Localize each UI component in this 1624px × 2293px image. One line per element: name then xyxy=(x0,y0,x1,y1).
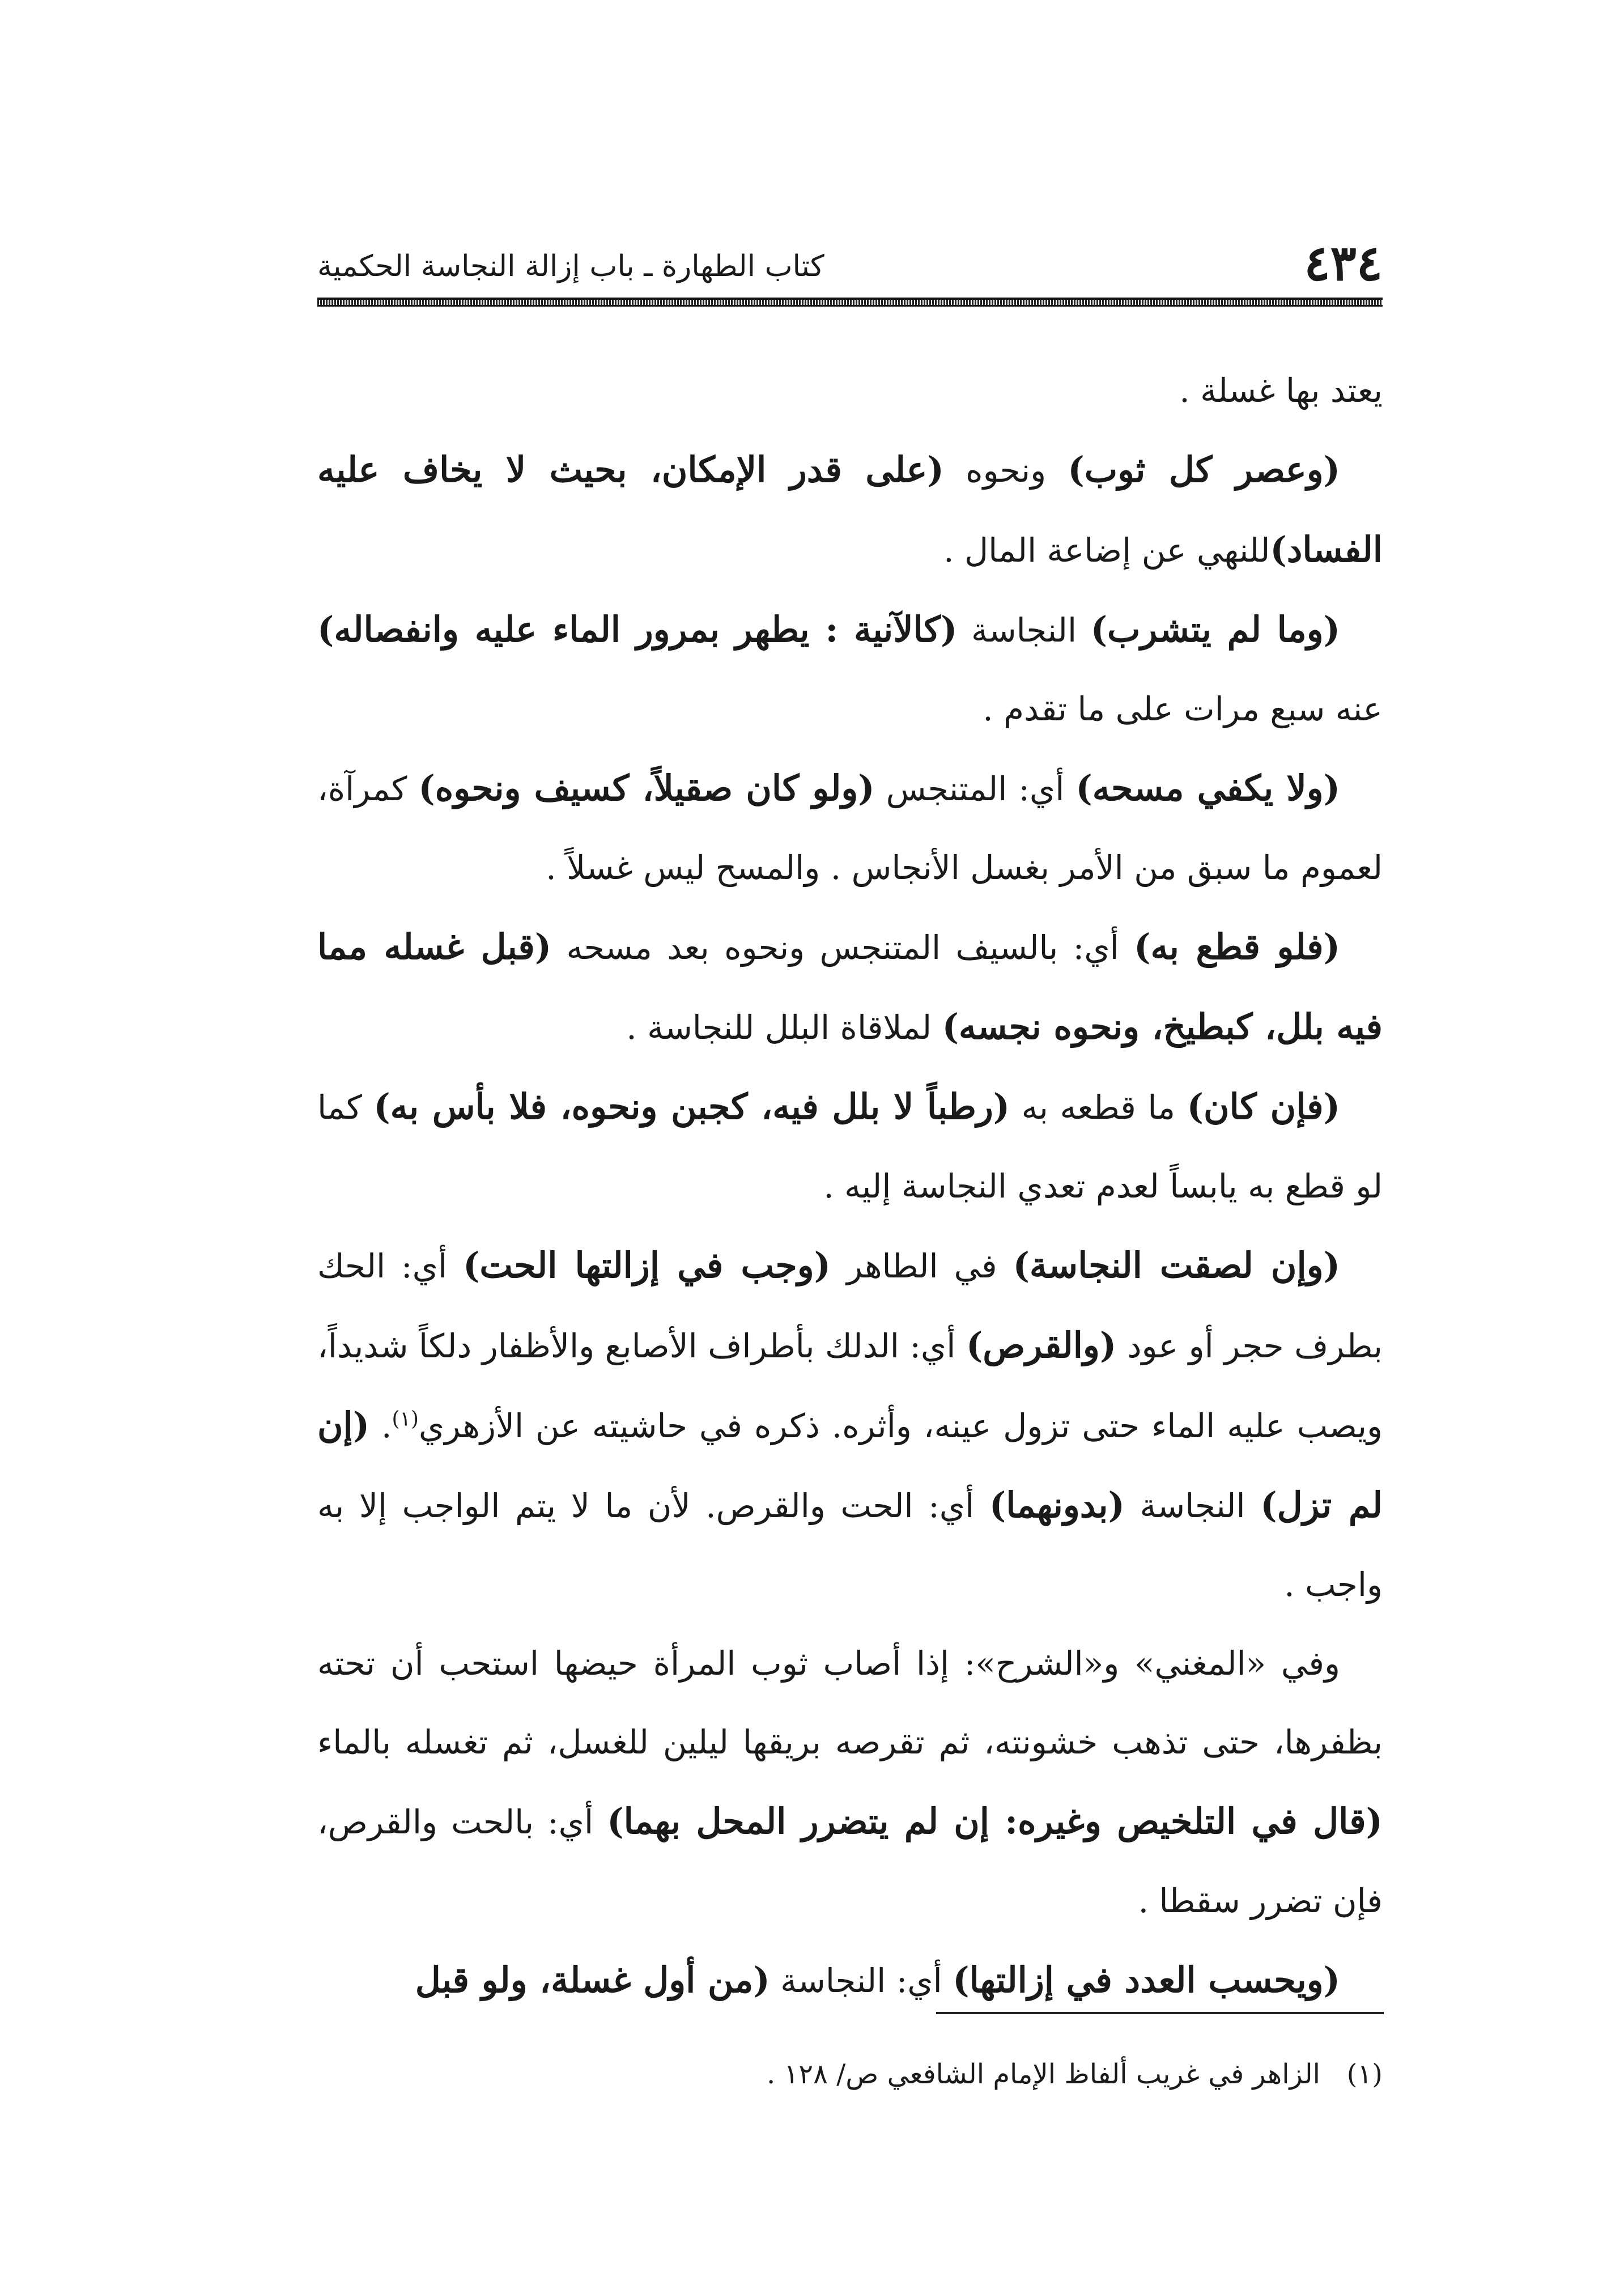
sharh-text: وفي «المغني» و«الشرح»: إذا أصاب ثوب المرأة حيضها استحب أن تحته بظفرها، حتى تذهب خشونته، ثم تقرصه بريقها ليلين للغسل، ثم تغسله بالماء xyxy=(317,1644,1383,1761)
sharh-text: . xyxy=(369,1407,392,1445)
matn-text: (قبل غسله مما فيه بلل، كبطيخ، ونحوه نجسه) xyxy=(317,926,1383,1047)
sharh-text: أي: المتنجس xyxy=(874,770,1076,808)
matn-text: (فإن كان) xyxy=(1187,1086,1340,1127)
paragraph xyxy=(317,1226,1383,1624)
main-text xyxy=(317,351,1383,2001)
sharh-text: النجاسة xyxy=(957,611,1091,649)
matn-text: (كالآنية : يطهر بمرور الماء عليه وانفصاله) xyxy=(317,609,958,650)
paragraph xyxy=(317,1067,1383,1226)
running-title: كتاب الطهارة ـ باب إزالة النجاسة الحكمية xyxy=(317,249,824,283)
sharh-text: كمرآة، لعموم ما سبق من الأمر بغسل الأنجاس . والمسح ليس غسلاً . xyxy=(317,770,1383,887)
paragraph xyxy=(317,430,1383,590)
matn-text: (ويحسب العدد في إزالتها) xyxy=(953,1959,1340,2001)
sharh-text: أي: النجاسة xyxy=(770,1961,953,2000)
matn-text: (ولا يكفي مسحه) xyxy=(1075,767,1340,809)
paragraph xyxy=(317,1940,1383,2020)
sharh-text: أي: بالسيف المتنجس ونحوه بعد مسحه xyxy=(551,928,1134,967)
matn-text: (على قدر الإمكان، بحيث لا يخاف عليه الفساد) xyxy=(317,449,1383,570)
sharh-text: للنهي عن إضاعة المال . xyxy=(943,531,1270,570)
paragraph xyxy=(317,907,1383,1067)
sharh-text: يعتد بها غسلة . xyxy=(1179,371,1383,410)
footnotes xyxy=(317,2052,1383,2097)
sharh-text: لملاقاة البلل للنجاسة . xyxy=(626,1008,942,1047)
sharh-text: أي: بالحت والقرص، فإن تضرر سقطا . xyxy=(317,1803,1383,1920)
paragraph xyxy=(317,590,1383,749)
matn-text: (قال في التلخيص وغيره: إن لم يتضرر المحل بهما) xyxy=(607,1801,1383,1842)
matn-text: (إن لم تزل) xyxy=(317,1404,1383,1526)
matn-text: (وإن لصقت النجاسة) xyxy=(1013,1245,1340,1286)
sharh-text: عنه سبع مرات على ما تقدم . xyxy=(983,690,1383,728)
footnote-text: الزاهر في غريب ألفاظ الإمام الشافعي ص/ ١٢٨ . xyxy=(766,2058,1320,2090)
matn-text: (ولو كان صقيلاً، كسيف ونحوه) xyxy=(418,767,875,809)
matn-text: (رطباً لا بلل فيه، كجبن ونحوه، فلا بأس به) xyxy=(373,1086,1010,1127)
sharh-text: كما لو قطع به يابساً لعدم تعدي النجاسة إليه . xyxy=(317,1088,1383,1205)
paragraph xyxy=(317,351,1383,430)
footnote-divider xyxy=(936,2012,1384,2014)
matn-text: (بدونهما) xyxy=(989,1484,1125,1526)
sharh-text: ونحوه xyxy=(943,451,1068,490)
matn-text: (وعصر كل ثوب) xyxy=(1068,449,1341,490)
header-divider xyxy=(317,298,1383,307)
page-header xyxy=(317,232,1383,295)
paragraph xyxy=(317,1624,1383,1940)
footnote-item xyxy=(317,2052,1383,2097)
sharh-text: ما قطعه به xyxy=(1010,1088,1187,1127)
paragraph xyxy=(317,749,1383,907)
sharh-text: أي: الدلك بأطراف الأصابع والأظفار دلكاً شديداً، ويصب عليه الماء حتى تزول عينه، وأثره. ذكره في حاشيته عن الأزهري xyxy=(317,1327,1383,1445)
footnote-number: (١) xyxy=(1346,2058,1383,2090)
matn-text: (فلو قطع به) xyxy=(1134,926,1341,967)
sharh-text: في الطاهر xyxy=(831,1247,1013,1285)
sharh-text: أي: الحك بطرف حجر أو عود xyxy=(317,1247,1383,1365)
footnote-reference: (١) xyxy=(392,1407,419,1431)
page-number: ٤٣٤ xyxy=(1304,235,1383,292)
matn-text: (وجب في إزالتها الحت) xyxy=(463,1245,831,1286)
matn-text: (وما لم يتشرب) xyxy=(1090,609,1340,650)
matn-text: (من أول غسلة، ولو قبل xyxy=(415,1959,770,2001)
sharh-text: النجاسة xyxy=(1124,1487,1261,1525)
sharh-text: أي: الحت والقرص. لأن ما لا يتم الواجب إلا به واجب . xyxy=(317,1487,1383,1604)
matn-text: (والقرص) xyxy=(966,1324,1117,1366)
